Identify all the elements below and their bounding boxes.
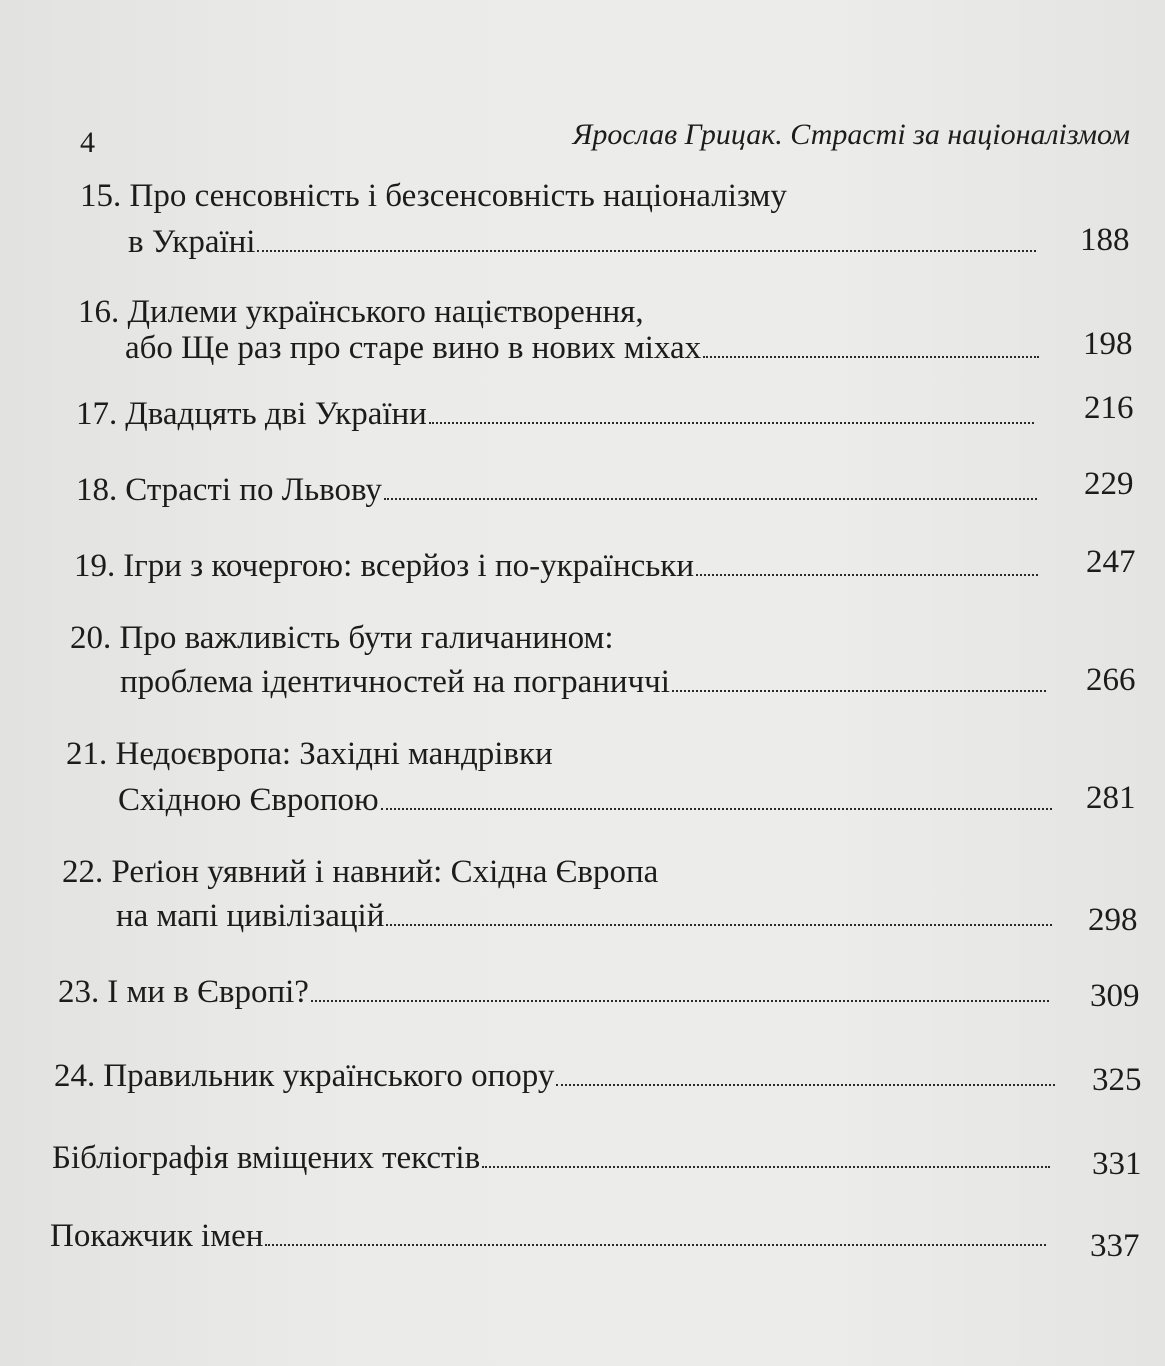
toc-entry-15[interactable]: [80, 176, 1140, 260]
dot-leader: [265, 1214, 1046, 1246]
toc-entry-title: на мапі цивілізацій: [116, 898, 385, 934]
toc-entry-title-line: [76, 468, 1041, 510]
toc-entry-17[interactable]: [76, 392, 1141, 472]
toc-entry-number: 21.: [66, 736, 108, 772]
toc-entry-title: проблема ідентичностей на пограниччі: [120, 664, 670, 700]
toc-entry-title-line2: [120, 660, 1050, 702]
toc-entry-20[interactable]: [70, 618, 1142, 698]
toc-entry-title: Правильник українського опору: [103, 1058, 555, 1094]
toc-entry-number: 22.: [62, 854, 104, 890]
toc-entry-title-line2: [125, 326, 1043, 368]
toc-entry-number: 18.: [76, 472, 118, 508]
dot-leader: [696, 544, 1038, 576]
toc-entry-23[interactable]: [58, 970, 1142, 1050]
dot-leader: [429, 392, 1034, 424]
toc-entry-title: в Україні: [128, 224, 256, 260]
toc-entry-number: 23.: [58, 974, 100, 1010]
toc-entry-title-line1: [62, 852, 658, 892]
toc-entry-title-line: [54, 1054, 1059, 1096]
toc-entry-number: 19.: [74, 548, 116, 584]
toc-entry-22[interactable]: [62, 852, 1142, 938]
toc-entry-number: 20.: [70, 620, 112, 656]
toc-entry-number: 16.: [78, 294, 120, 330]
toc-entry-index[interactable]: [50, 1214, 1142, 1294]
toc-page-number: 247: [1086, 544, 1136, 580]
toc-page-number: 188: [1080, 222, 1130, 258]
toc-entry-title: Покажчик імен: [50, 1218, 264, 1254]
running-title: Ярослав Грицак. Страсті за націоналізмом: [572, 118, 1130, 151]
toc-entry-title-line1: [66, 734, 553, 774]
toc-entry-title: Бібліографія вміщених текстів: [52, 1140, 481, 1176]
dot-leader: [703, 326, 1039, 358]
toc-page-number: 229: [1084, 466, 1134, 502]
dot-leader: [556, 1054, 1055, 1086]
toc-entry-title: Східною Європою: [118, 782, 379, 818]
toc-page-number: 325: [1092, 1062, 1142, 1098]
toc-entry-number: 17.: [76, 396, 118, 432]
toc-page-number: 298: [1088, 902, 1138, 938]
toc-entry-title-line: [52, 1136, 1054, 1178]
dot-leader: [384, 468, 1037, 500]
toc-page-number: 281: [1086, 780, 1136, 816]
toc-entry-title-line1: [80, 176, 787, 216]
dot-leader: [311, 970, 1049, 1002]
toc-entry-title: Двадцять дві України: [125, 396, 427, 432]
toc-page-number: 266: [1086, 662, 1136, 698]
toc-entry-title-line: [76, 392, 1038, 434]
dot-leader: [482, 1136, 1050, 1168]
toc-entry-19[interactable]: [74, 544, 1142, 624]
toc-entry-title: Недоєвропа: Західні мандрівки: [115, 736, 553, 772]
toc-entry-16[interactable]: [78, 292, 1138, 372]
toc-entry-title-line2: [116, 894, 1056, 936]
dot-leader: [672, 660, 1046, 692]
toc-page-number: 216: [1084, 390, 1134, 426]
toc-entry-18[interactable]: [76, 468, 1141, 548]
toc-entry-number: 24.: [54, 1058, 96, 1094]
toc-entry-title: Про важливість бути галичанином:: [119, 620, 614, 656]
toc-page-number: 337: [1090, 1228, 1140, 1264]
toc-entry-bibliography[interactable]: [52, 1136, 1142, 1216]
toc-entry-number: 15.: [80, 178, 122, 214]
toc-entry-title-line2: [128, 220, 1040, 262]
page-number: 4: [80, 126, 95, 159]
toc-page-number: 331: [1092, 1146, 1142, 1182]
toc-page-number: 198: [1083, 326, 1133, 362]
toc-page-number: 309: [1090, 978, 1140, 1014]
toc-entry-title: Ігри з кочергою: всерйоз і по-українськи: [123, 548, 694, 584]
toc-entry-title-line: [74, 544, 1042, 586]
toc-entry-title-line2: [118, 778, 1056, 820]
toc-entry-21[interactable]: [66, 734, 1142, 818]
toc-entry-title: Про сенсовність і безсенсовність націоналізму: [129, 178, 787, 214]
toc-entry-title: Страсті по Львову: [125, 472, 382, 508]
dot-leader: [381, 778, 1052, 810]
dot-leader: [386, 894, 1052, 926]
toc-entry-title: або Ще раз про старе вино в нових міхах: [125, 330, 702, 366]
toc-entry-title-line: [50, 1214, 1050, 1256]
toc-entry-title-line1: [70, 618, 614, 658]
toc-entry-title: Дилеми українського націєтворення,: [127, 294, 644, 330]
toc-entry-title: Реґіон уявний і навний: Східна Європа: [111, 854, 659, 890]
toc-entry-title-line: [58, 970, 1053, 1012]
toc-entry-24[interactable]: [54, 1054, 1142, 1134]
toc-entry-title: І ми в Європі?: [107, 974, 309, 1010]
dot-leader: [257, 220, 1036, 252]
